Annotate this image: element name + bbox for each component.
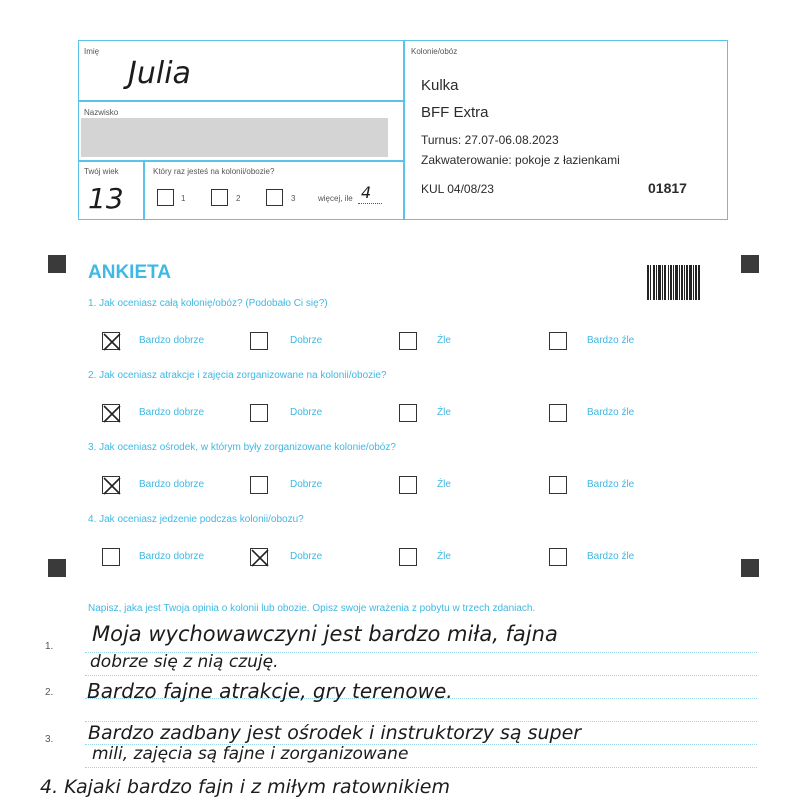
kolonie-label: Kolonie/obóz xyxy=(411,47,458,56)
x-mark-icon xyxy=(249,547,271,569)
header-divider xyxy=(143,160,145,220)
wiek-value[interactable]: 13 xyxy=(88,182,124,215)
answer-line-1b[interactable]: dobrze się z nią czuję. xyxy=(90,652,279,672)
q1-option-label-3: Źle xyxy=(437,335,451,346)
opinion-prompt: Napisz, jaka jest Twoja opinia o kolonii lub obozie. Opisz swoje wrażenia z pobytu w trzech zdaniach. xyxy=(88,603,536,614)
q4-option-label-1: Bardzo dobrze xyxy=(139,551,205,562)
header-divider xyxy=(78,160,403,162)
zakwaterowanie: Zakwaterowanie: pokoje z łazienkami xyxy=(421,153,620,167)
q1-option-label-1: Bardzo dobrze xyxy=(139,335,205,346)
q1-checkbox-option-4[interactable] xyxy=(549,332,567,350)
answer-line-1a[interactable]: Moja wychowawczyni jest bardzo miła, fajna xyxy=(92,622,558,646)
q3-option-label-1: Bardzo dobrze xyxy=(139,479,205,490)
q2-checkbox-option-1[interactable] xyxy=(102,404,120,422)
question-4: 4. Jak oceniasz jedzenie podczas kolonii/obozu? xyxy=(88,514,304,525)
x-mark-icon xyxy=(101,403,123,425)
answer-line xyxy=(85,675,757,676)
barcode xyxy=(647,265,701,300)
wiek-label: Twój wiek xyxy=(84,167,119,176)
q4-checkbox-option-3[interactable] xyxy=(399,548,417,566)
q4-option-label-3: Źle xyxy=(437,551,451,562)
page-title: ANKIETA xyxy=(88,262,172,283)
q1-checkbox-option-3[interactable] xyxy=(399,332,417,350)
camp-name: Kulka xyxy=(421,77,459,94)
q2-option-label-3: Źle xyxy=(437,407,451,418)
q3-checkbox-option-1[interactable] xyxy=(102,476,120,494)
x-mark-icon xyxy=(101,331,123,353)
turnus: Turnus: 27.07-06.08.2023 xyxy=(421,133,559,147)
times-checkbox-3[interactable] xyxy=(266,189,283,206)
q2-option-label-4: Bardzo źle xyxy=(587,407,635,418)
header-divider xyxy=(78,100,403,102)
registration-marker xyxy=(48,559,66,577)
q4-checkbox-option-1[interactable] xyxy=(102,548,120,566)
nazwisko-label: Nazwisko xyxy=(84,108,119,117)
q2-checkbox-option-3[interactable] xyxy=(399,404,417,422)
answer-line-3a[interactable]: Bardzo zadbany jest ośrodek i instruktorzy są super xyxy=(88,722,582,744)
q2-option-label-2: Dobrze xyxy=(290,407,323,418)
line-number-3: 3. xyxy=(45,734,54,745)
times-option-3: 3 xyxy=(291,194,296,203)
form-number: 01817 xyxy=(648,180,687,196)
q3-option-label-3: Źle xyxy=(437,479,451,490)
q3-option-label-2: Dobrze xyxy=(290,479,323,490)
q2-checkbox-option-2[interactable] xyxy=(250,404,268,422)
times-checkbox-1[interactable] xyxy=(157,189,174,206)
q2-option-label-1: Bardzo dobrze xyxy=(139,407,205,418)
q3-option-label-4: Bardzo źle xyxy=(587,479,635,490)
header-divider xyxy=(403,40,405,220)
wiecej-label: więcej, ile xyxy=(318,194,353,203)
answer-line xyxy=(85,767,757,768)
line-number-2: 2. xyxy=(45,687,54,698)
question-3: 3. Jak oceniasz ośrodek, w którym były zorganizowane kolonie/obóz? xyxy=(88,442,396,453)
camp-program: BFF Extra xyxy=(421,104,489,121)
q1-option-label-2: Dobrze xyxy=(290,335,323,346)
q4-checkbox-option-4[interactable] xyxy=(549,548,567,566)
camp-code: KUL 04/08/23 xyxy=(421,182,494,196)
redacted-surname xyxy=(81,118,388,157)
wiecej-line xyxy=(358,203,382,204)
answer-line-3b[interactable]: mili, zajęcia są fajne i zorganizowane xyxy=(92,744,409,764)
answer-line-4[interactable]: 4. Kajaki bardzo fajn i z miłym ratownikiem xyxy=(40,776,450,798)
q1-checkbox-option-2[interactable] xyxy=(250,332,268,350)
q4-checkbox-option-2[interactable] xyxy=(250,548,268,566)
wiecej-value[interactable]: 4 xyxy=(361,183,372,202)
times-option-2: 2 xyxy=(236,194,241,203)
ktory-raz-label: Który raz jesteś na kolonii/obozie? xyxy=(153,167,275,176)
q4-option-label-4: Bardzo źle xyxy=(587,551,635,562)
line-number-1: 1. xyxy=(45,641,54,652)
q3-checkbox-option-2[interactable] xyxy=(250,476,268,494)
q1-option-label-4: Bardzo źle xyxy=(587,335,635,346)
q2-checkbox-option-4[interactable] xyxy=(549,404,567,422)
q3-checkbox-option-4[interactable] xyxy=(549,476,567,494)
times-option-1: 1 xyxy=(181,194,186,203)
imie-value[interactable]: Julia xyxy=(128,56,191,91)
x-mark-icon xyxy=(101,475,123,497)
question-1: 1. Jak oceniasz całą kolonię/obóz? (Podobało Ci się?) xyxy=(88,298,328,309)
registration-marker xyxy=(741,255,759,273)
imie-label: Imię xyxy=(84,47,100,56)
answer-line-2[interactable]: Bardzo fajne atrakcje, gry terenowe. xyxy=(87,679,453,703)
q1-checkbox-option-1[interactable] xyxy=(102,332,120,350)
question-2: 2. Jak oceniasz atrakcje i zajęcia zorganizowane na kolonii/obozie? xyxy=(88,370,387,381)
q3-checkbox-option-3[interactable] xyxy=(399,476,417,494)
times-checkbox-2[interactable] xyxy=(211,189,228,206)
registration-marker xyxy=(48,255,66,273)
registration-marker xyxy=(741,559,759,577)
q4-option-label-2: Dobrze xyxy=(290,551,323,562)
